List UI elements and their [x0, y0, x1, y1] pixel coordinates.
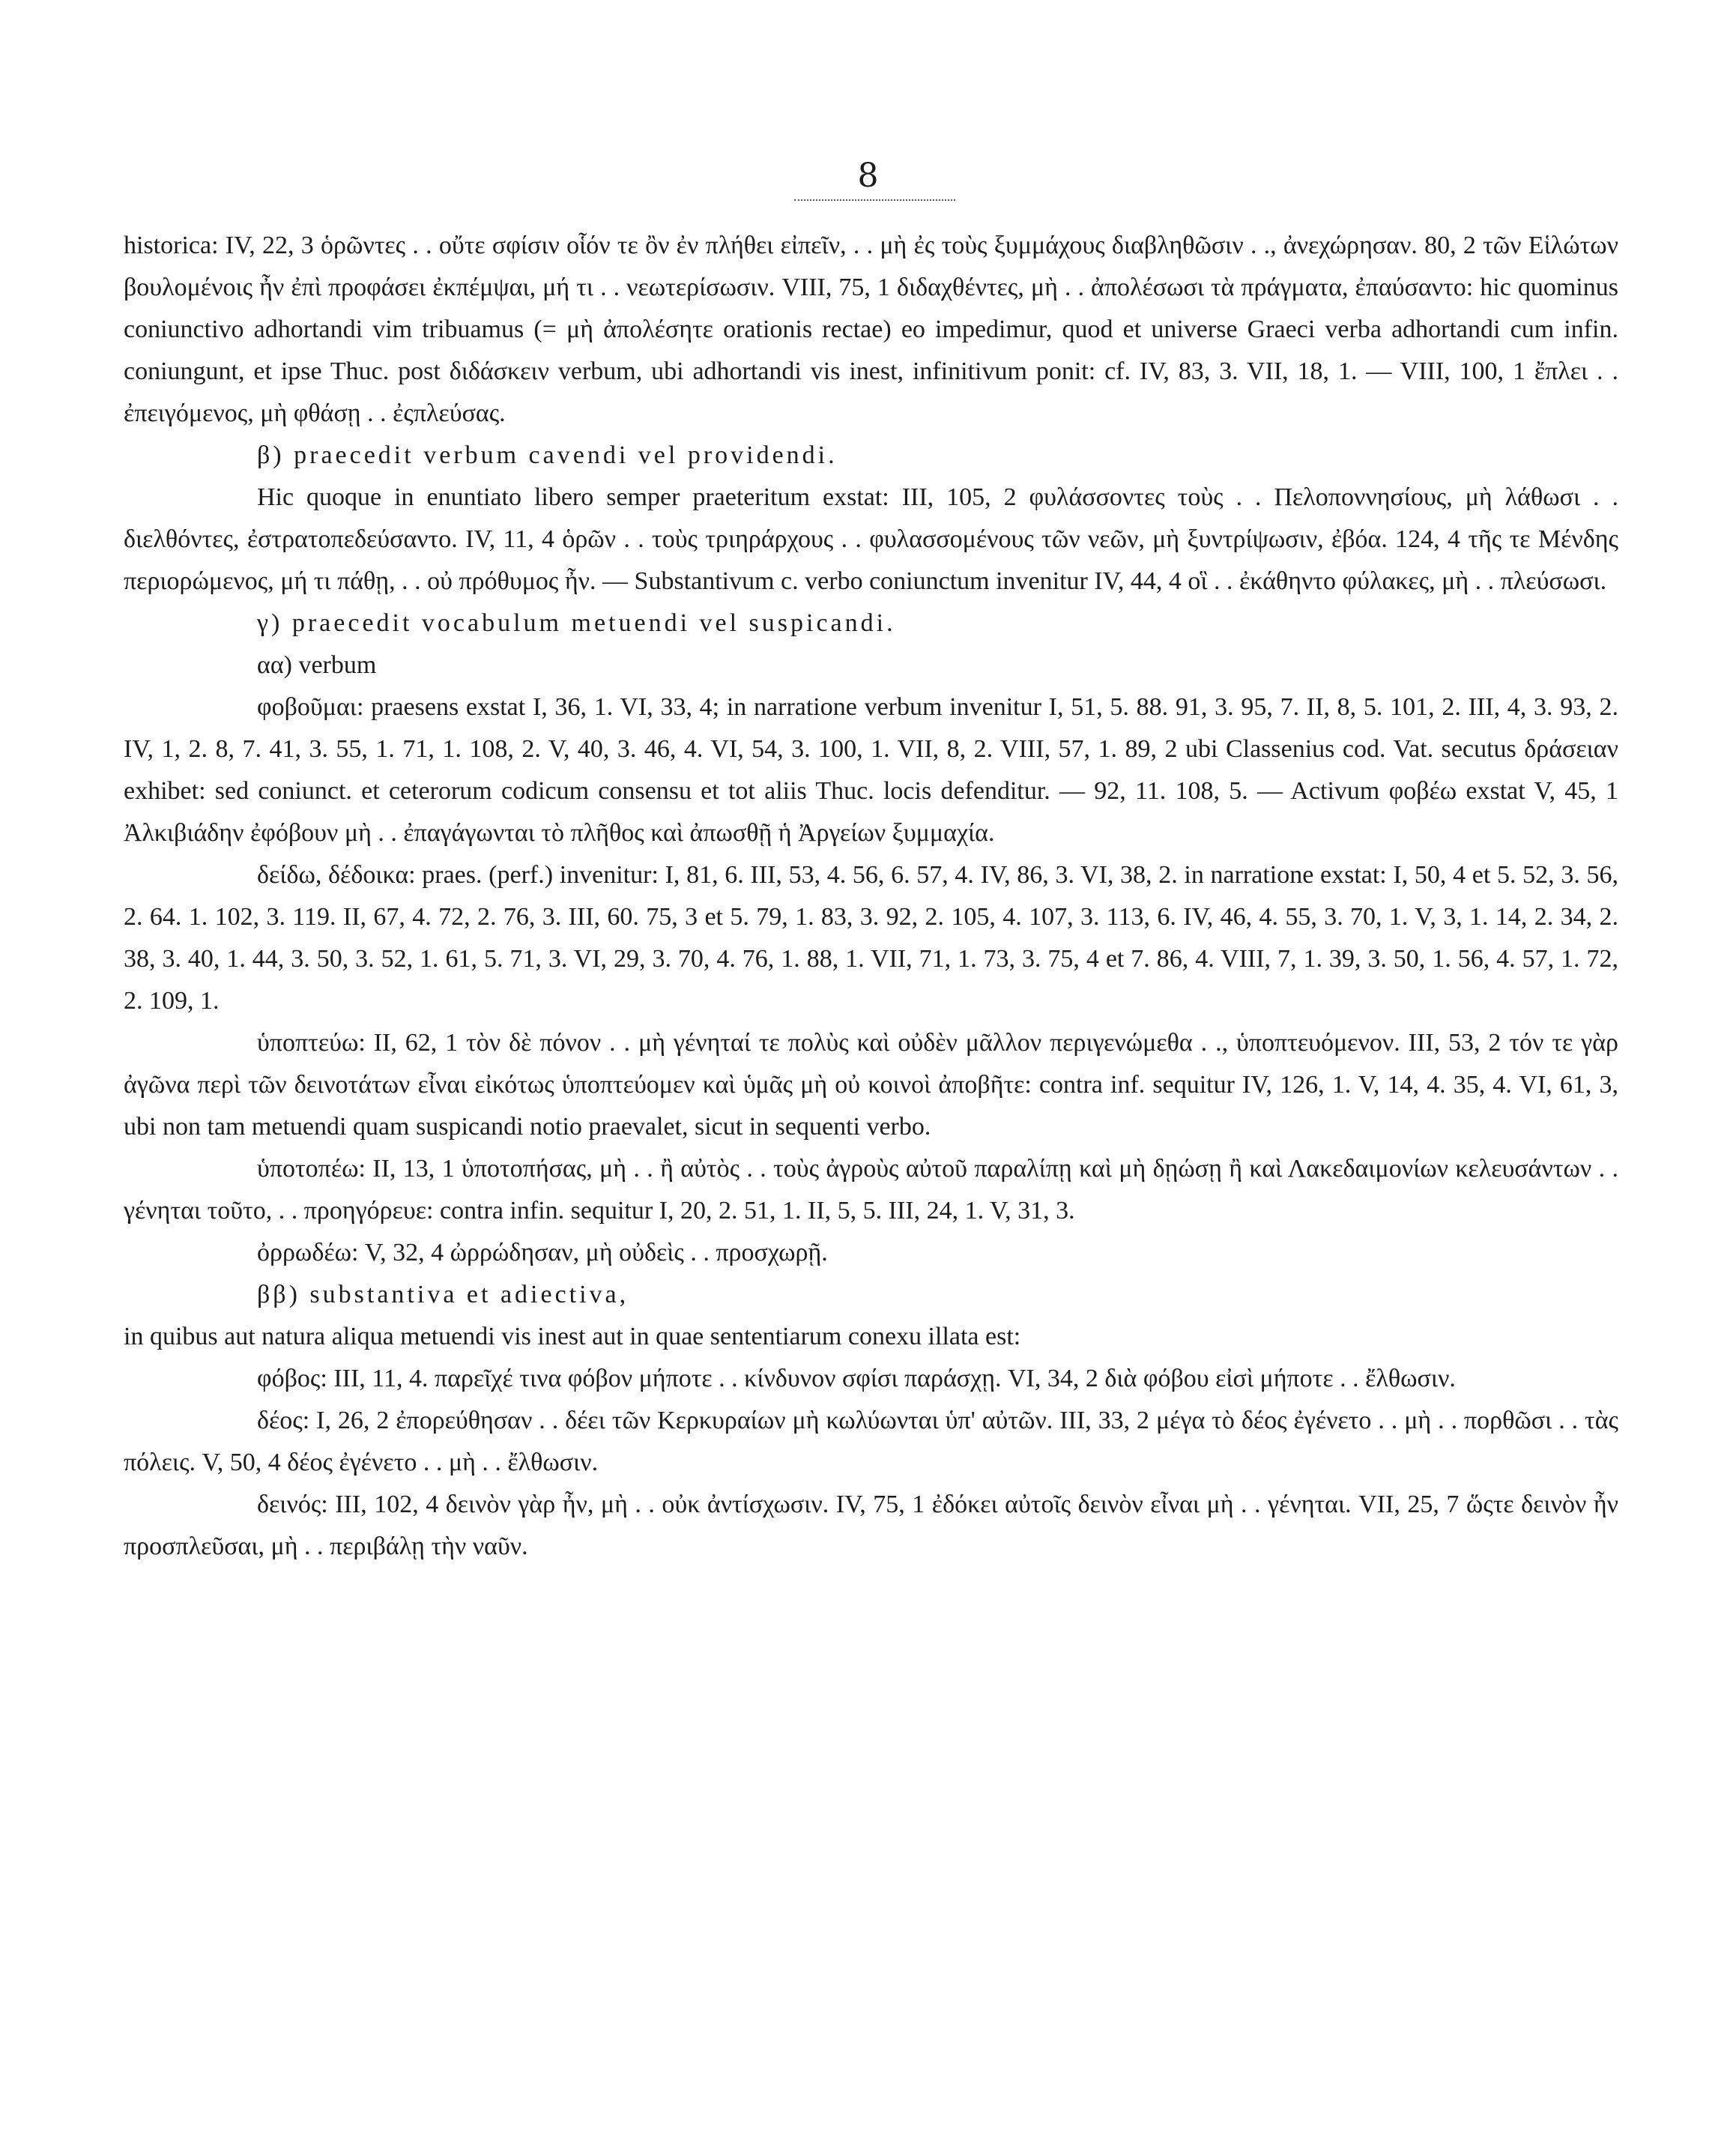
- paragraph-14: δέος: I, 26, 2 ἐπορεύθησαν . . δέει τῶν Κερκυραίων μὴ κωλύωνται ὑπ' αὐτῶν. III, 33, 2 μέγα τὸ δέος ἐγένετο . . μὴ . . πορθῶσι . . τὰς πόλεις. V, 50, 4 δέος ἐγένετο . . μὴ . . ἔλθωσιν.: [124, 1407, 1618, 1476]
- page-number: 8: [857, 157, 879, 195]
- paragraph-3: Hic quoque in enuntiato libero semper praeteritum exstat: III, 105, 2 φυλάσσοντες τοὺς . . Πελοποννησίους, μὴ λάθωσι . . διελθόντες, ἐστρατοπεδεύσαντο. IV, 11, 4 ὁρῶν . . τοὺς τριηράρχους . . φυλασσομένους τῶν νεῶν, μὴ ξυντρίψωσιν, ἐβόα. 124, 4 τῆς τε Μένδης περιορώμενος, μή τι πάθῃ, . . οὐ πρόθυμος ἦν. — Substantivum c. verbo coniunctum invenitur IV, 44, 4 οἳ . . ἐκάθηντο φύλακες, μὴ . . πλεύσωσι.: [124, 483, 1618, 595]
- paragraph-13: φόβος: III, 11, 4. παρεῖχέ τινα φόβον μήποτε . . κίνδυνον σφίσι παράσχῃ. VI, 34, 2 διὰ φόβου εἰσὶ μήποτε . . ἔλθωσιν.: [257, 1365, 1456, 1392]
- paragraph-8: ὑποπτεύω: II, 62, 1 τὸν δὲ πόνον . . μὴ γένηταί τε πολὺς καὶ οὐδὲν μᾶλλον περιγενώμεθα . ., ὑποπτευόμενον. III, 53, 2 τόν τε γὰρ ἀγῶνα περὶ τῶν δεινοτάτων εἶναι εἰκότως ὑποπτεύομεν καὶ ὑμᾶς μὴ οὐ κοινοὶ ἀποβῆτε: contra inf. sequitur IV, 126, 1. V, 14, 4. 35, 4. VI, 61, 3, ubi non tam metuendi quam suspicandi notio praevalet, sicut in sequenti verbo.: [124, 1029, 1618, 1141]
- paragraph-4: γ) praecedit vocabulum metuendi vel suspicandi.: [257, 609, 896, 637]
- page-number-ornament: [794, 199, 955, 207]
- paragraph-12: in quibus aut natura aliqua metuendi vis inest aut in quae sententiarum conexu illata est:: [124, 1323, 1021, 1350]
- paragraph-7: δείδω, δέδοικα: praes. (perf.) invenitur: I, 81, 6. III, 53, 4. 56, 6. 57, 4. IV, 86, 3. VI, 38, 2. in narratione exstat: I, 50, 4 et 5. 52, 3. 56, 2. 64. 1. 102, 3. 119. II, 67, 4. 72, 2. 76, 3. III, 60. 75, 3 et 5. 79, 1. 83, 3. 92, 2. 105, 4. 107, 3. 113, 6. IV, 46, 4. 55, 3. 70, 1. V, 3, 1. 14, 2. 34, 2. 38, 3. 40, 1. 44, 3. 50, 3. 52, 1. 61, 5. 71, 3. VI, 29, 3. 70, 4. 76, 1. 88, 1. VII, 71, 1. 73, 3. 75, 4 et 7. 86, 4. VIII, 7, 1. 39, 3. 50, 1. 56, 4. 57, 1. 72, 2. 109, 1.: [124, 861, 1618, 1015]
- paragraph-10: ὀρρωδέω: V, 32, 4 ὠρρώδησαν, μὴ οὐδεὶς . . προσχωρῇ.: [257, 1239, 828, 1266]
- paragraph-9: ὑποτοπέω: II, 13, 1 ὑποτοπήσας, μὴ . . ἢ αὐτὸς . . τοὺς ἀγροὺς αὐτοῦ παραλίπῃ καὶ μὴ δῃώσῃ ἢ καὶ Λακεδαιμονίων κελευσάντων . . γένηται τοῦτο, . . προηγόρευε: contra infin. sequitur I, 20, 2. 51, 1. II, 5, 5. III, 24, 1. V, 31, 3.: [124, 1155, 1618, 1225]
- paragraph-6: φοβοῦμαι: praesens exstat I, 36, 1. VI, 33, 4; in narratione verbum invenitur I, 51, 5. 88. 91, 3. 95, 7. II, 8, 5. 101, 2. III, 4, 3. 93, 2. IV, 1, 2. 8, 7. 41, 3. 55, 1. 71, 1. 108, 2. V, 40, 3. 46, 4. VI, 54, 3. 100, 1. VII, 8, 2. VIII, 57, 1. 89, 2 ubi Classenius cod. Vat. secutus δράσειαν exhibet: sed coniunct. et ceterorum codicum consensu et tot aliis Thuc. locis defenditur. — 92, 11. 108, 5. — Activum φοβέω exstat V, 45, 1 Ἀλκιβιάδην ἐφόβουν μὴ . . ἐπαγάγωνται τὸ πλῆθος καὶ ἀπωσθῇ ἡ Ἀργείων ξυμμαχία.: [124, 693, 1618, 847]
- paragraph-2: β) praecedit verbum cavendi vel providendi.: [257, 441, 838, 469]
- main-text: [124, 225, 1618, 1568]
- paragraph-15: δεινός: III, 102, 4 δεινὸν γὰρ ἦν, μὴ . . οὐκ ἀντίσχωσιν. IV, 75, 1 ἐδόκει αὐτοῖς δεινὸν εἶναι μὴ . . γένηται. VII, 25, 7 ὥςτε δεινὸν ἦν προσπλεῦσαι, μὴ . . περιβάλῃ τὴν ναῦν.: [124, 1491, 1618, 1560]
- paragraph-1: historica: IV, 22, 3 ὁρῶντες . . οὔτε σφίσιν οἷόν τε ὂν ἐν πλήθει εἰπεῖν, . . μὴ ἐς τοὺς ξυμμάχους διαβληθῶσιν . ., ἀνεχώρησαν. 80, 2 τῶν Εἱλώτων βουλομένοις ἦν ἐπὶ προφάσει ἐκπέμψαι, μή τι . . νεωτερίσωσιν. VIII, 75, 1 διδαχθέντες, μὴ . . ἀπολέσωσι τὰ πράγματα, ἐπαύσαντο: hic quominus coniunctivo adhortandi vim tribuamus (= μὴ ἀπολέσητε orationis rectae) eo impedimur, quod et universe Graeci verba adhortandi cum infin. coniungunt, et ipse Thuc. post διδάσκειν verbum, ubi adhortandi vis inest, infinitivum ponit: cf. IV, 83, 3. VII, 18, 1. — VIII, 100, 1 ἔπλει . . ἐπειγόμενος, μὴ φθάσῃ . . ἐςπλεύσας.: [124, 232, 1618, 427]
- paragraph-11: ββ) substantiva et adiectiva,: [257, 1281, 629, 1308]
- paragraph-5: αα) verbum: [257, 651, 377, 679]
